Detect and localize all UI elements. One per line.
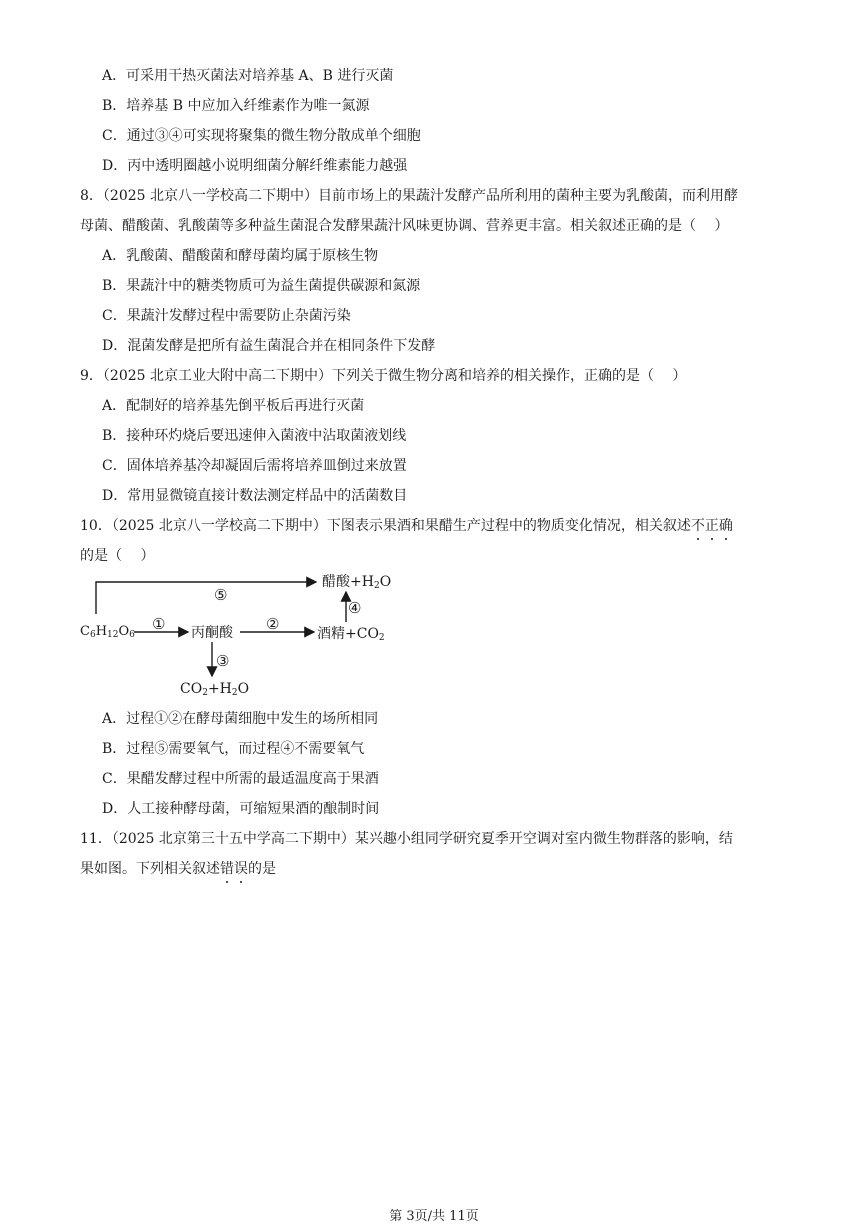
- co2-water-label: [180, 680, 249, 698]
- q10-stem-line1: [80, 516, 733, 536]
- glucose-sub-6b: 6: [129, 630, 135, 640]
- co2-sub: 2: [202, 688, 208, 698]
- q10-option-c: C．果醋发酵过程中所需的最适温度高于果酒: [102, 771, 379, 787]
- page-footer: 第 3页/共 11页: [389, 1209, 479, 1224]
- acetic-end: O: [379, 574, 392, 590]
- q8-stem-line2: 母菌、醋酸菌、乳酸菌等多种益生菌混合发酵果蔬汁风味更协调、营养更丰富。相关叙述正确的是（ ）: [80, 218, 729, 234]
- q10-option-d: D．人工接种酵母菌，可缩短果酒的酿制时间: [102, 801, 380, 817]
- alcohol-text: 酒精+CO: [317, 626, 379, 642]
- step4-label: ④: [348, 599, 362, 617]
- alcohol-sub: 2: [378, 633, 385, 643]
- co2-text: CO: [180, 681, 203, 697]
- q9-option-c: C．固体培养基冷却凝固后需将培养皿倒过来放置: [102, 458, 407, 474]
- glucose-sub-6: 6: [89, 630, 96, 640]
- q7-option-b: B．培养基 B 中应加入纤维素作为唯一氮源: [102, 98, 370, 114]
- fermentation-diagram: [78, 568, 418, 700]
- co2-end: O: [237, 681, 250, 697]
- pyruvate-label: 丙酮酸: [191, 625, 233, 641]
- q9-option-a: A．配制好的培养基先倒平板后再进行灭菌: [102, 398, 365, 414]
- q9-option-b: B．接种环灼烧后要迅速伸入菌液中沾取菌液划线: [102, 428, 407, 444]
- emphasis-char: 正: [704, 518, 719, 534]
- q8-option-c: C．果蔬汁发酵过程中需要防止杂菌污染: [102, 308, 351, 324]
- q8-option-a: A．乳酸菌、醋酸菌和酵母菌均属于原核生物: [102, 248, 379, 264]
- emphasis-char: 错: [220, 861, 234, 877]
- step3-label: ③: [216, 652, 230, 670]
- arrow-step5: [96, 582, 316, 614]
- emphasis-char: 误: [234, 861, 248, 877]
- q11-emphasis-wrong: [220, 861, 248, 877]
- glucose-o: O: [118, 624, 130, 639]
- q10-stem-text: 10．（2025 北京八一学校高二下期中）下图表示果酒和果醋生产过程中的物质变化情况，相关叙述: [80, 518, 691, 534]
- q7-option-c: C．通过③④可实现将聚集的微生物分散成单个细胞: [102, 128, 421, 144]
- co2-rest: +H: [207, 681, 232, 697]
- emphasis-char: 不: [690, 518, 705, 534]
- glucose-sub-12: 12: [107, 630, 119, 640]
- glucose-c: C: [80, 624, 90, 639]
- q11-stem-line1: 11．（2025 北京第三十五中学高二下期中）某兴趣小组同学研究夏季开空调对室内微生物群落的影响，结: [80, 831, 733, 847]
- acetic-text: 醋酸+H: [322, 574, 374, 590]
- step1-label: ①: [152, 615, 166, 633]
- q10-option-a: A．过程①②在酵母菌细胞中发生的场所相同: [102, 711, 379, 727]
- q10-emphasis-not-correct: [691, 518, 733, 534]
- q7-option-a: A．可采用干热灭菌法对培养基 A、B 进行灭菌: [102, 68, 394, 84]
- co2-sub2: 2: [231, 688, 238, 698]
- acetic-acid-label: [322, 573, 391, 591]
- step2-label: ②: [266, 615, 280, 633]
- q8-option-d: D．混菌发酵是把所有益生菌混合并在相同条件下发酵: [102, 338, 436, 354]
- glucose-h: H: [95, 624, 108, 639]
- q9-option-d: D．常用显微镜直接计数法测定样品中的活菌数目: [102, 488, 408, 504]
- q8-stem-line1: 8．（2025 北京八一学校高二下期中）目前市场上的果蔬汁发酵产品所利用的菌种主要为乳酸菌，而利用酵: [80, 188, 738, 204]
- q9-stem: 9．（2025 北京工业大附中高二下期中）下列关于微生物分离和培养的相关操作，正确的是（ ）: [80, 368, 687, 384]
- step5-label: ⑤: [214, 586, 228, 604]
- q11-stem-line2: [80, 859, 276, 879]
- q11-stem-text-c: 的是: [248, 861, 276, 877]
- q10-option-b: B．过程⑤需要氧气，而过程④不需要氧气: [102, 741, 365, 757]
- emphasis-char: 确: [718, 518, 733, 534]
- q10-stem-line2: 的是（ ）: [80, 548, 155, 564]
- q7-option-d: D．丙中透明圈越小说明细菌分解纤维素能力越强: [102, 158, 408, 174]
- acetic-sub: 2: [373, 581, 380, 591]
- alcohol-label: [317, 625, 385, 643]
- q8-option-b: B．果蔬汁中的糖类物质可为益生菌提供碳源和氮源: [102, 278, 421, 294]
- glucose-label: [80, 623, 135, 641]
- q11-stem-text-a: 果如图。下列相关叙述: [80, 861, 220, 877]
